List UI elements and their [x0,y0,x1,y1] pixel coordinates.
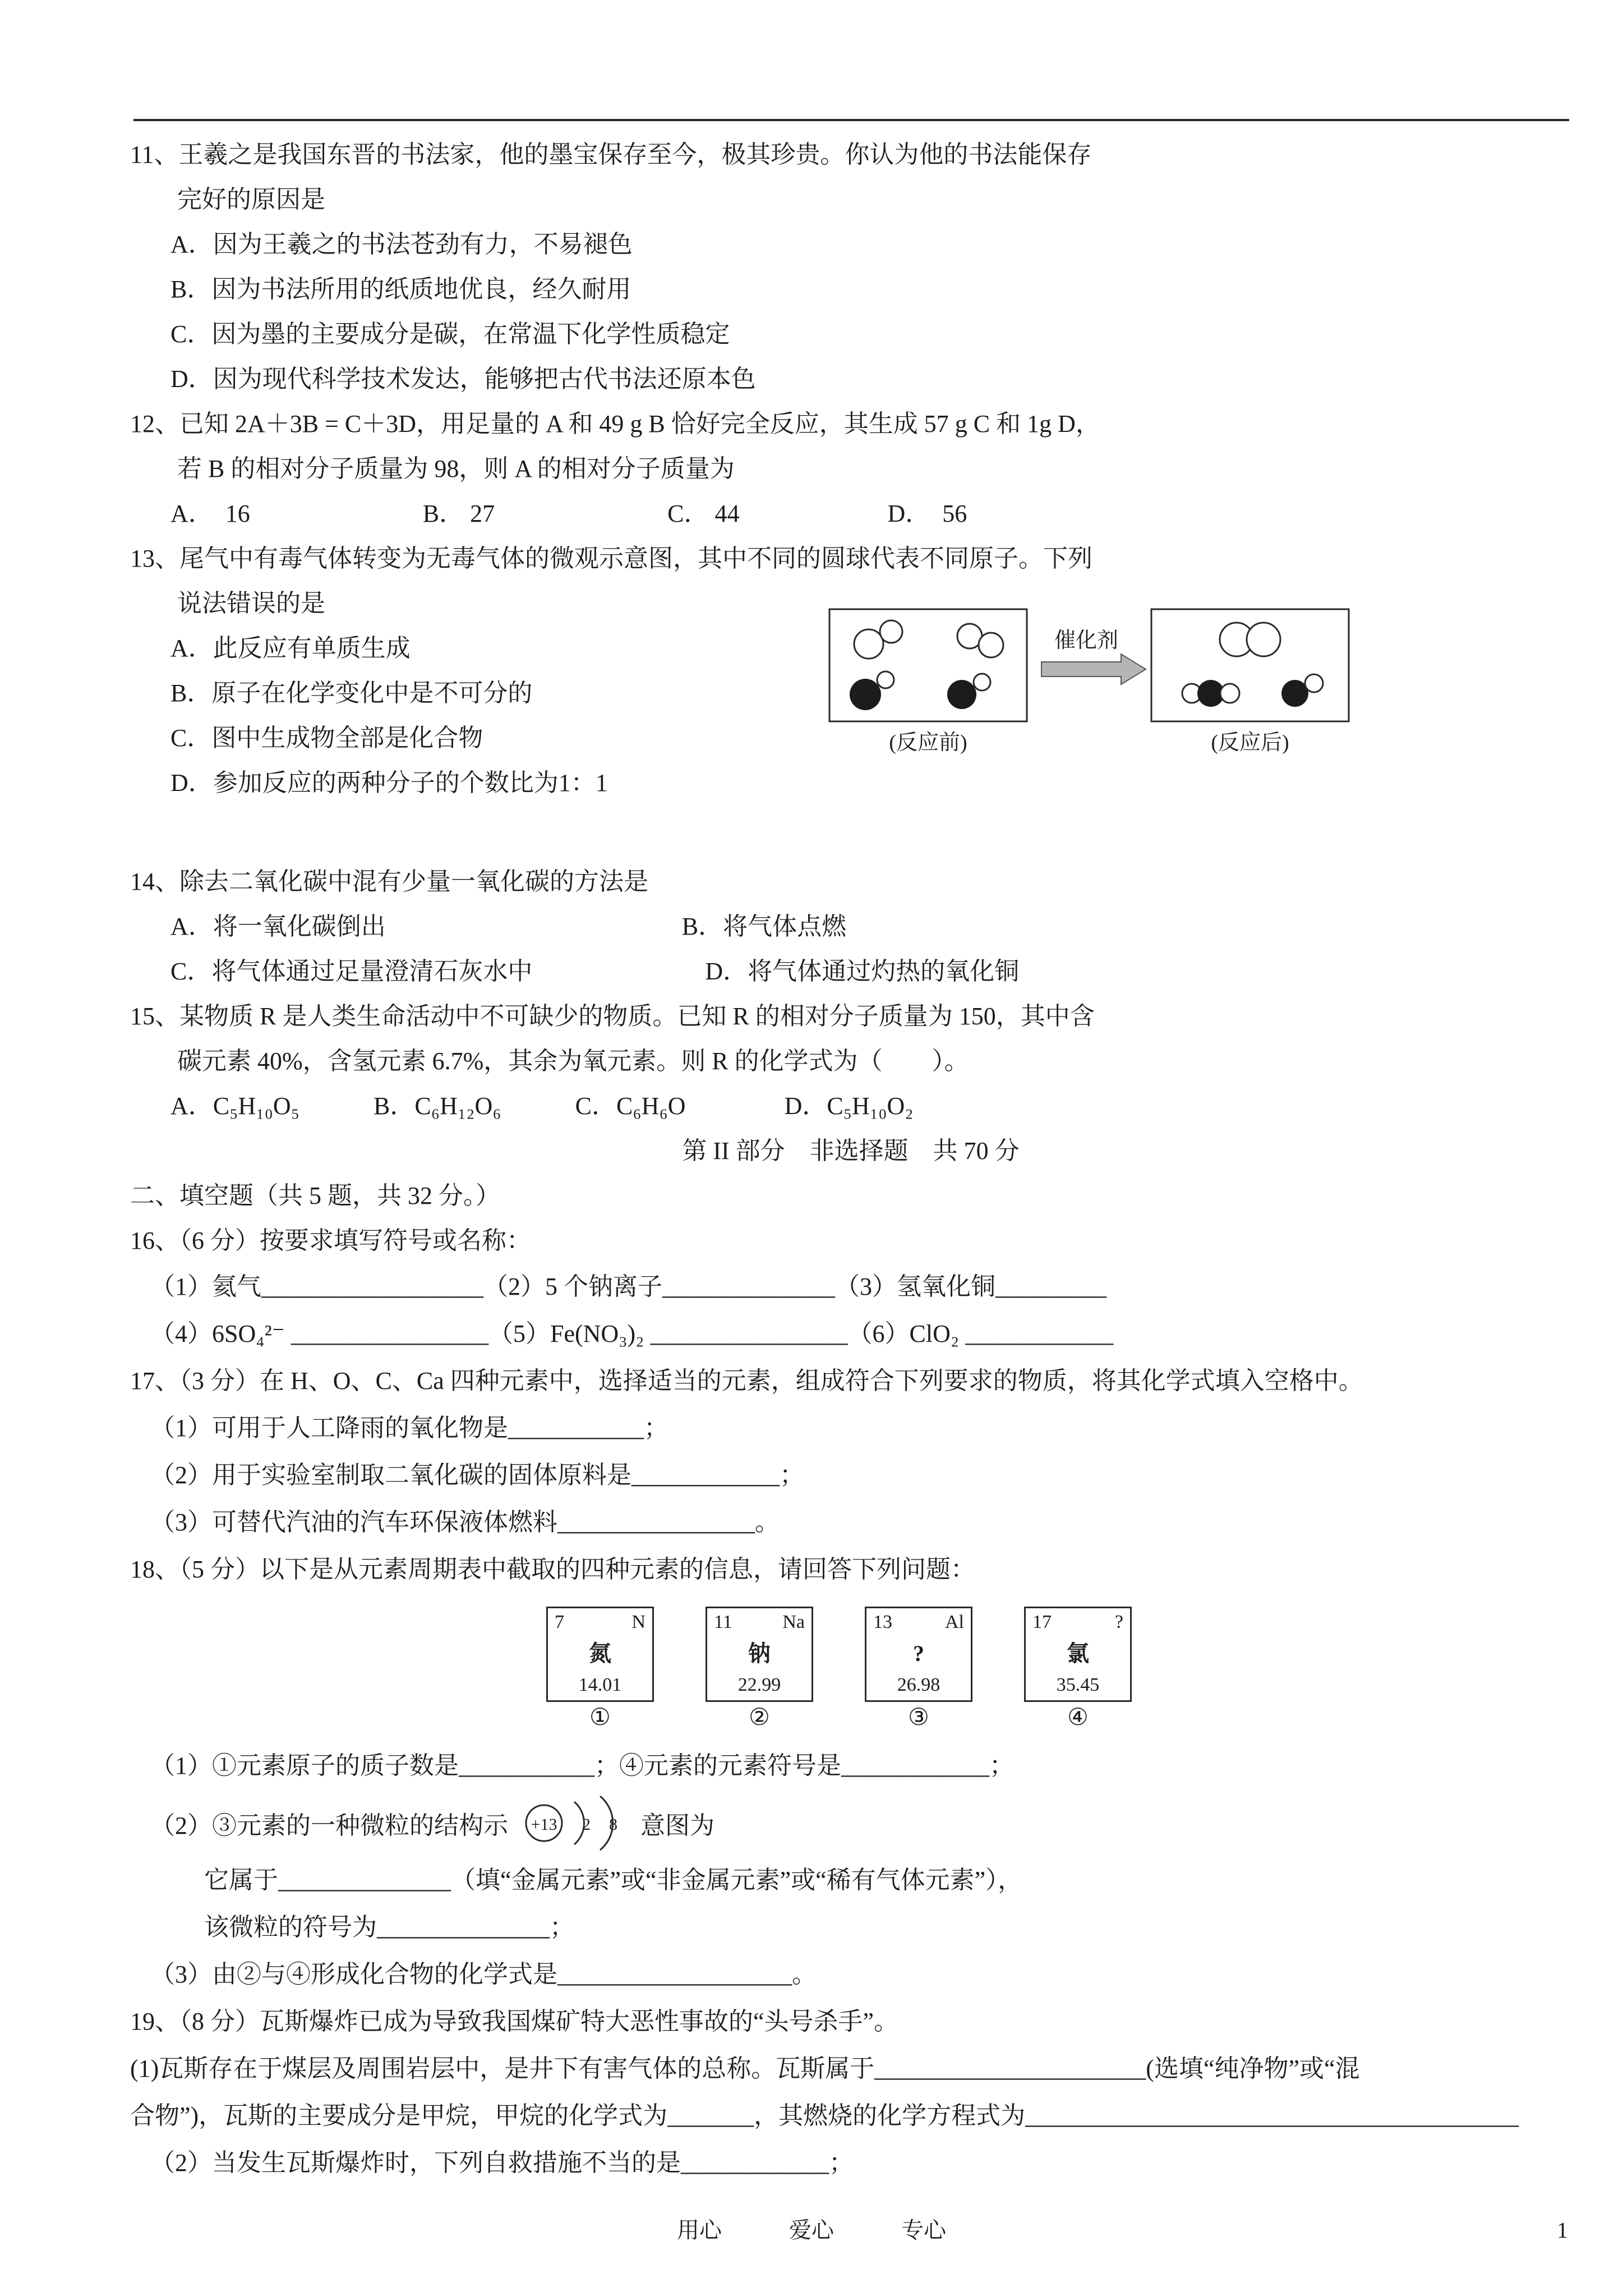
atomic-mass: 26.98 [897,1674,940,1695]
atomic-number: 13 [873,1612,892,1632]
shell1-electrons: 2 [582,1815,591,1834]
atomic-mass: 35.45 [1056,1674,1100,1695]
q12-stem-line1: 12、已知 2A＋3B = C＋3D，用足量的 A 和 49 g B 恰好完全反应，其生成 57 g C 和 1g D， [130,410,1100,438]
question-15 [130,994,1571,1129]
q18-item3: （3）由②与④形成化合物的化学式是___________________。 [150,1961,817,1988]
atomic-number: 17 [1032,1612,1052,1632]
q16-blanks-row2: （4）6SO₄²⁻ ________________（5）Fe(NO₃)₂ ________________（6）ClO₂ ____________ [150,1320,1114,1347]
q15-stem-line1: 15、某物质 R 是人类生命活动中不可缺少的物质。已知 R 的相对分子质量为 150，其中含 [130,1002,1095,1030]
nucleus-charge: +13 [531,1815,557,1834]
part2-header: 第 II 部分 非选择题 共 70 分 [682,1137,1020,1165]
q17-item2: （2）用于实验室制取二氧化碳的固体原料是____________； [150,1461,804,1489]
periodic-table-cells [546,1607,1571,1733]
q13-option-c: C．图中生成物全部是化合物 [170,724,483,752]
q11-stem-line1: 11、王羲之是我国东晋的书法家，他的墨宝保存至今，极其珍贵。你认为他的书法能保存 [130,141,1092,168]
q12-stem-line2: 若 B 的相对分子质量为 98，则 A 的相对分子质量为 [177,455,735,482]
q17-intro: 17、（3 分）在 H、O、C、Ca 四种元素中，选择适当的元素，组成符合下列要求的物质，将其化学式填入空格中。 [130,1367,1363,1395]
element-symbol: ? [1114,1612,1123,1632]
q11-stem-line2: 完好的原因是 [177,186,325,213]
shell2-electrons: 8 [609,1815,617,1834]
q19-item2: （2）当发生瓦斯爆炸时，下列自救措施不当的是____________； [150,2149,854,2177]
atomic-mass: 22.99 [737,1674,781,1695]
q13-stem-line1: 13、尾气中有毒气体转变为无毒气体的微观示意图，其中不同的圆球代表不同原子。下列 [130,545,1092,572]
element-name: ? [913,1641,924,1666]
q15-options-row: A．C₅H₁₀O₅ B．C₆H₁₂O₆ C．C₆H₆O D．C₅H₁₀O₂ [170,1092,914,1120]
element-index-label: ③ [908,1705,929,1731]
question-18 [130,1546,1571,1998]
q16-blanks-row1: （1）氦气__________________（2）5 个钠离子______________（3）氢氧化铜_________ [150,1273,1106,1300]
element-name: 氮 [589,1641,611,1666]
section2-title: 二、填空题（共 5 题，共 32 分。） [130,1182,500,1209]
element-box [1024,1607,1132,1702]
after-caption: (反应后) [1211,731,1289,754]
content [130,132,1571,2187]
element-cell-1 [546,1607,654,1733]
atomic-mass: 14.01 [578,1674,622,1695]
q11-option-c: C．因为墨的主要成分是碳，在常温下化学性质稳定 [170,320,730,348]
question-17 [130,1358,1571,1546]
q18-item2-belongs: 它属于______________（填“金属元素”或“非金属元素”或“稀有气体元素”）， [204,1866,1023,1894]
q18-item2-symbol: 该微粒的符号为______________； [204,1913,574,1941]
element-name: 钠 [748,1641,771,1666]
q14-options-row2: C．将气体通过足量澄清石灰水中 D．将气体通过灼热的氧化铜 [170,958,1020,985]
q13-option-d: D．参加反应的两种分子的个数比为1：1 [170,769,608,797]
element-cell-4 [1024,1607,1132,1733]
element-cell-3 [865,1607,972,1733]
q15-stem-line2: 碳元素 40%，含氢元素 6.7%，其余为氧元素。则 R 的化学式为（ ）。 [177,1047,969,1075]
question-11 [130,132,1571,402]
q11-option-a: A．因为王羲之的书法苍劲有力，不易褪色 [170,231,633,258]
before-reaction-box [829,609,1027,721]
catalyst-label: 催化剂 [1054,629,1119,652]
element-index-label: ④ [1067,1705,1089,1731]
q17-item3: （3）可替代汽油的汽车环保液体燃料________________。 [150,1508,780,1536]
q18-item2-line [130,1789,1571,1857]
q13-option-a: A．此反应有单质生成 [170,634,411,662]
molecules-before [850,620,1003,710]
question-14 [130,859,1571,994]
reaction-micro-diagram [828,604,1350,761]
element-symbol: Na [782,1612,805,1632]
element-box [865,1607,972,1702]
q18-item2-prefix: （2）③元素的一种微粒的结构示 [150,1812,508,1839]
q19-item1-line1: (1)瓦斯存在于煤层及周围岩层中，是井下有害气体的总称。瓦斯属于______________________(选填“纯净物”或“混 [130,2055,1360,2082]
q11-option-d: D．因为现代科学技术发达，能够把古代书法还原本色 [170,365,756,393]
question-16 [130,1218,1571,1358]
element-symbol: N [631,1612,645,1632]
footer-motto: 用心 爱心 专心 [677,2217,946,2243]
element-box [546,1607,654,1702]
q11-option-b: B．因为书法所用的纸质地优良，经久耐用 [170,275,631,303]
question-12 [130,402,1571,536]
question-19 [130,1998,1571,2187]
q12-options-row: A． 16 B． 27 C． 44 D． 56 [170,500,967,527]
q19-stem: 19、（8 分）瓦斯爆炸已成为导致我国煤矿特大恶性事故的“头号杀手”。 [130,2008,899,2035]
question-13 [130,536,1571,806]
atomic-structure-diagram [518,1791,630,1856]
atomic-number: 11 [714,1612,732,1632]
molecules-after [1182,623,1323,707]
top-rule [133,119,1569,121]
element-index-label: ② [749,1705,770,1731]
before-caption: (反应前) [889,731,967,754]
element-cell-2 [706,1607,813,1733]
page-footer [0,2215,1623,2246]
q18-item1: （1）①元素原子的质子数是___________；④元素的元素符号是____________； [150,1752,1014,1779]
q13-stem-line2: 说法错误的是 [177,590,325,617]
page-number: 1 [1557,2217,1568,2243]
element-box [706,1607,813,1702]
element-index-label: ① [589,1705,611,1731]
after-reaction-box [1151,609,1349,721]
reaction-arrow [1041,654,1146,684]
q18-intro: 18、（5 分）以下是从元素周期表中截取的四种元素的信息，请回答下列问题： [130,1556,975,1583]
element-name: 氯 [1067,1641,1089,1666]
q16-intro: 16、（6 分）按要求填写符号或名称： [130,1227,531,1254]
q18-item2-suffix: 意图为 [640,1812,714,1839]
q14-options-row1: A．将一氧化碳倒出 B．将气体点燃 [170,913,847,940]
atomic-number: 7 [555,1612,564,1632]
q14-stem: 14、除去二氧化碳中混有少量一氧化碳的方法是 [130,868,648,895]
element-symbol: Al [945,1612,964,1632]
q13-option-b: B．原子在化学变化中是不可分的 [170,679,533,707]
q17-item1: （1）可用于人工降雨的氧化物是___________； [150,1414,668,1442]
q19-item1-line2: 合物”)，瓦斯的主要成分是甲烷，甲烷的化学式为_______，其燃烧的化学方程式为________________________________________ [130,2102,1519,2129]
